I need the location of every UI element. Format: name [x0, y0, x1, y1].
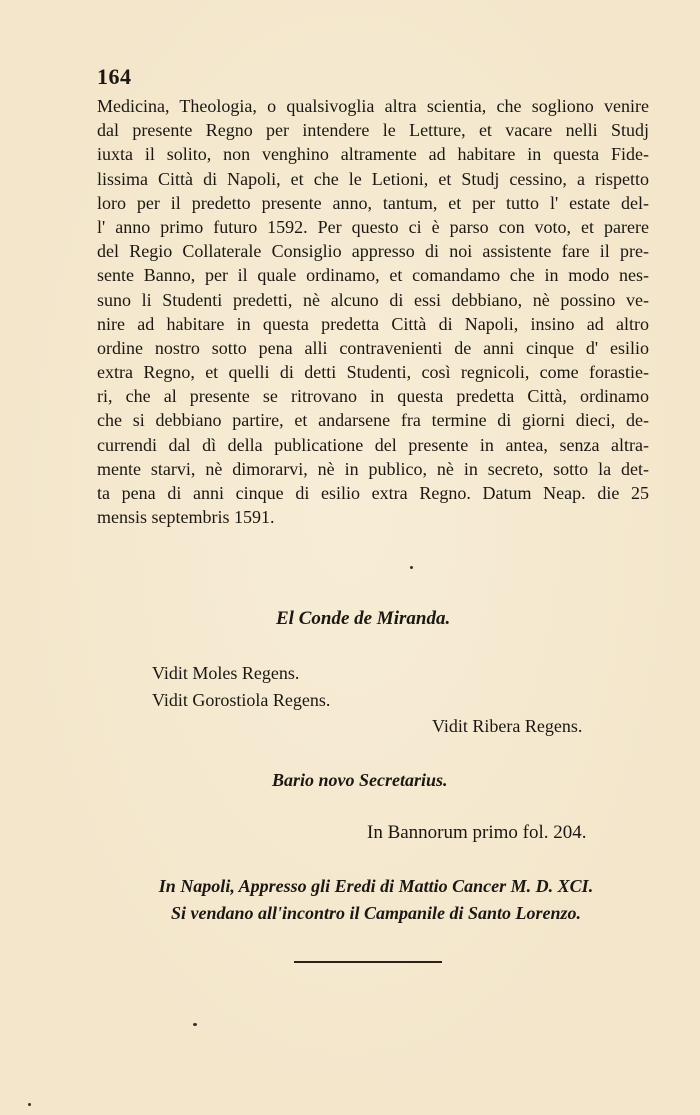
body-line: iuxta il solito, non venghino altramente ad habitare in questa Fide- — [97, 144, 649, 165]
body-line: del Regio Collaterale Consiglio appresso di noi assistente fare il pre- — [97, 241, 649, 262]
body-line: mente starvi, nè dimorarvi, nè in publico, nè in secreto, sotto la det- — [97, 458, 649, 479]
body-line: ta pena di anni cinque di esilio extra Regno. Datum Neap. die 25 — [97, 483, 649, 503]
imprint-line: In Napoli, Appresso gli Eredi di Mattio Cancer M. D. XCI. — [158, 876, 594, 896]
body-line: ri, che al presente se ritrovano in questa predetta Città, ordinamo — [97, 386, 649, 407]
page-number: 164 — [97, 64, 132, 89]
signature-viceroy: El Conde de Miranda. — [276, 608, 451, 629]
body-line: nire ad habitare in questa predetta Città di Napoli, insino ad altro — [97, 313, 649, 334]
body-line: loro per il predetto presente anno, tantum, et per tutto l' estate del- — [97, 192, 649, 213]
decree-body — [97, 94, 649, 529]
vidit-ribera: Vidit Ribera Regens. — [432, 716, 583, 736]
body-line: extra Regno, et quelli di detti Studenti, così regnicoli, come forastie- — [97, 362, 649, 383]
registry-note: In Bannorum primo fol. 204. — [367, 822, 587, 843]
body-line: ordine nostro sotto pena alli contravenienti de anni cinque d' esilio — [97, 337, 649, 358]
paper-speck — [28, 1103, 31, 1106]
secretary-signature: Bario novo Secretarius. — [272, 770, 448, 790]
body-line-last: mensis septembris 1591. — [97, 507, 275, 528]
paper-speck — [193, 1023, 197, 1026]
body-line: dal presente Regno per intendere le Letture, et vacare nelli Studj — [97, 120, 649, 141]
imprint-line: Si vendano all'incontro il Campanile di Santo Lorenzo. — [170, 903, 582, 923]
vidit-gorostiola: Vidit Gorostiola Regens. — [152, 690, 331, 710]
body-line: l' anno primo futuro 1592. Per questo ci è parso con voto, et parere — [97, 216, 649, 237]
vidit-moles: Vidit Moles Regens. — [152, 663, 300, 683]
closing-rule — [294, 961, 442, 963]
body-line: suno li Studenti predetti, nè alcuno di essi debbiano, nè possino ve- — [97, 289, 649, 310]
body-line: currendi dal dì della publicatione del presente in antea, senza altra- — [97, 434, 649, 455]
body-line: sente Banno, per il quale ordinamo, et comandamo che in modo nes- — [97, 265, 649, 286]
body-line: lissima Città di Napoli, et che le Letioni, et Studj cessino, a rispetto — [97, 168, 649, 189]
body-line: Medicina, Theologia, o qualsivoglia altra scientia, che sogliono venire — [97, 96, 649, 116]
paper-speck — [410, 566, 413, 569]
body-line: che si debbiano partire, et andarsene fra termine di giorni dieci, de- — [97, 410, 649, 431]
